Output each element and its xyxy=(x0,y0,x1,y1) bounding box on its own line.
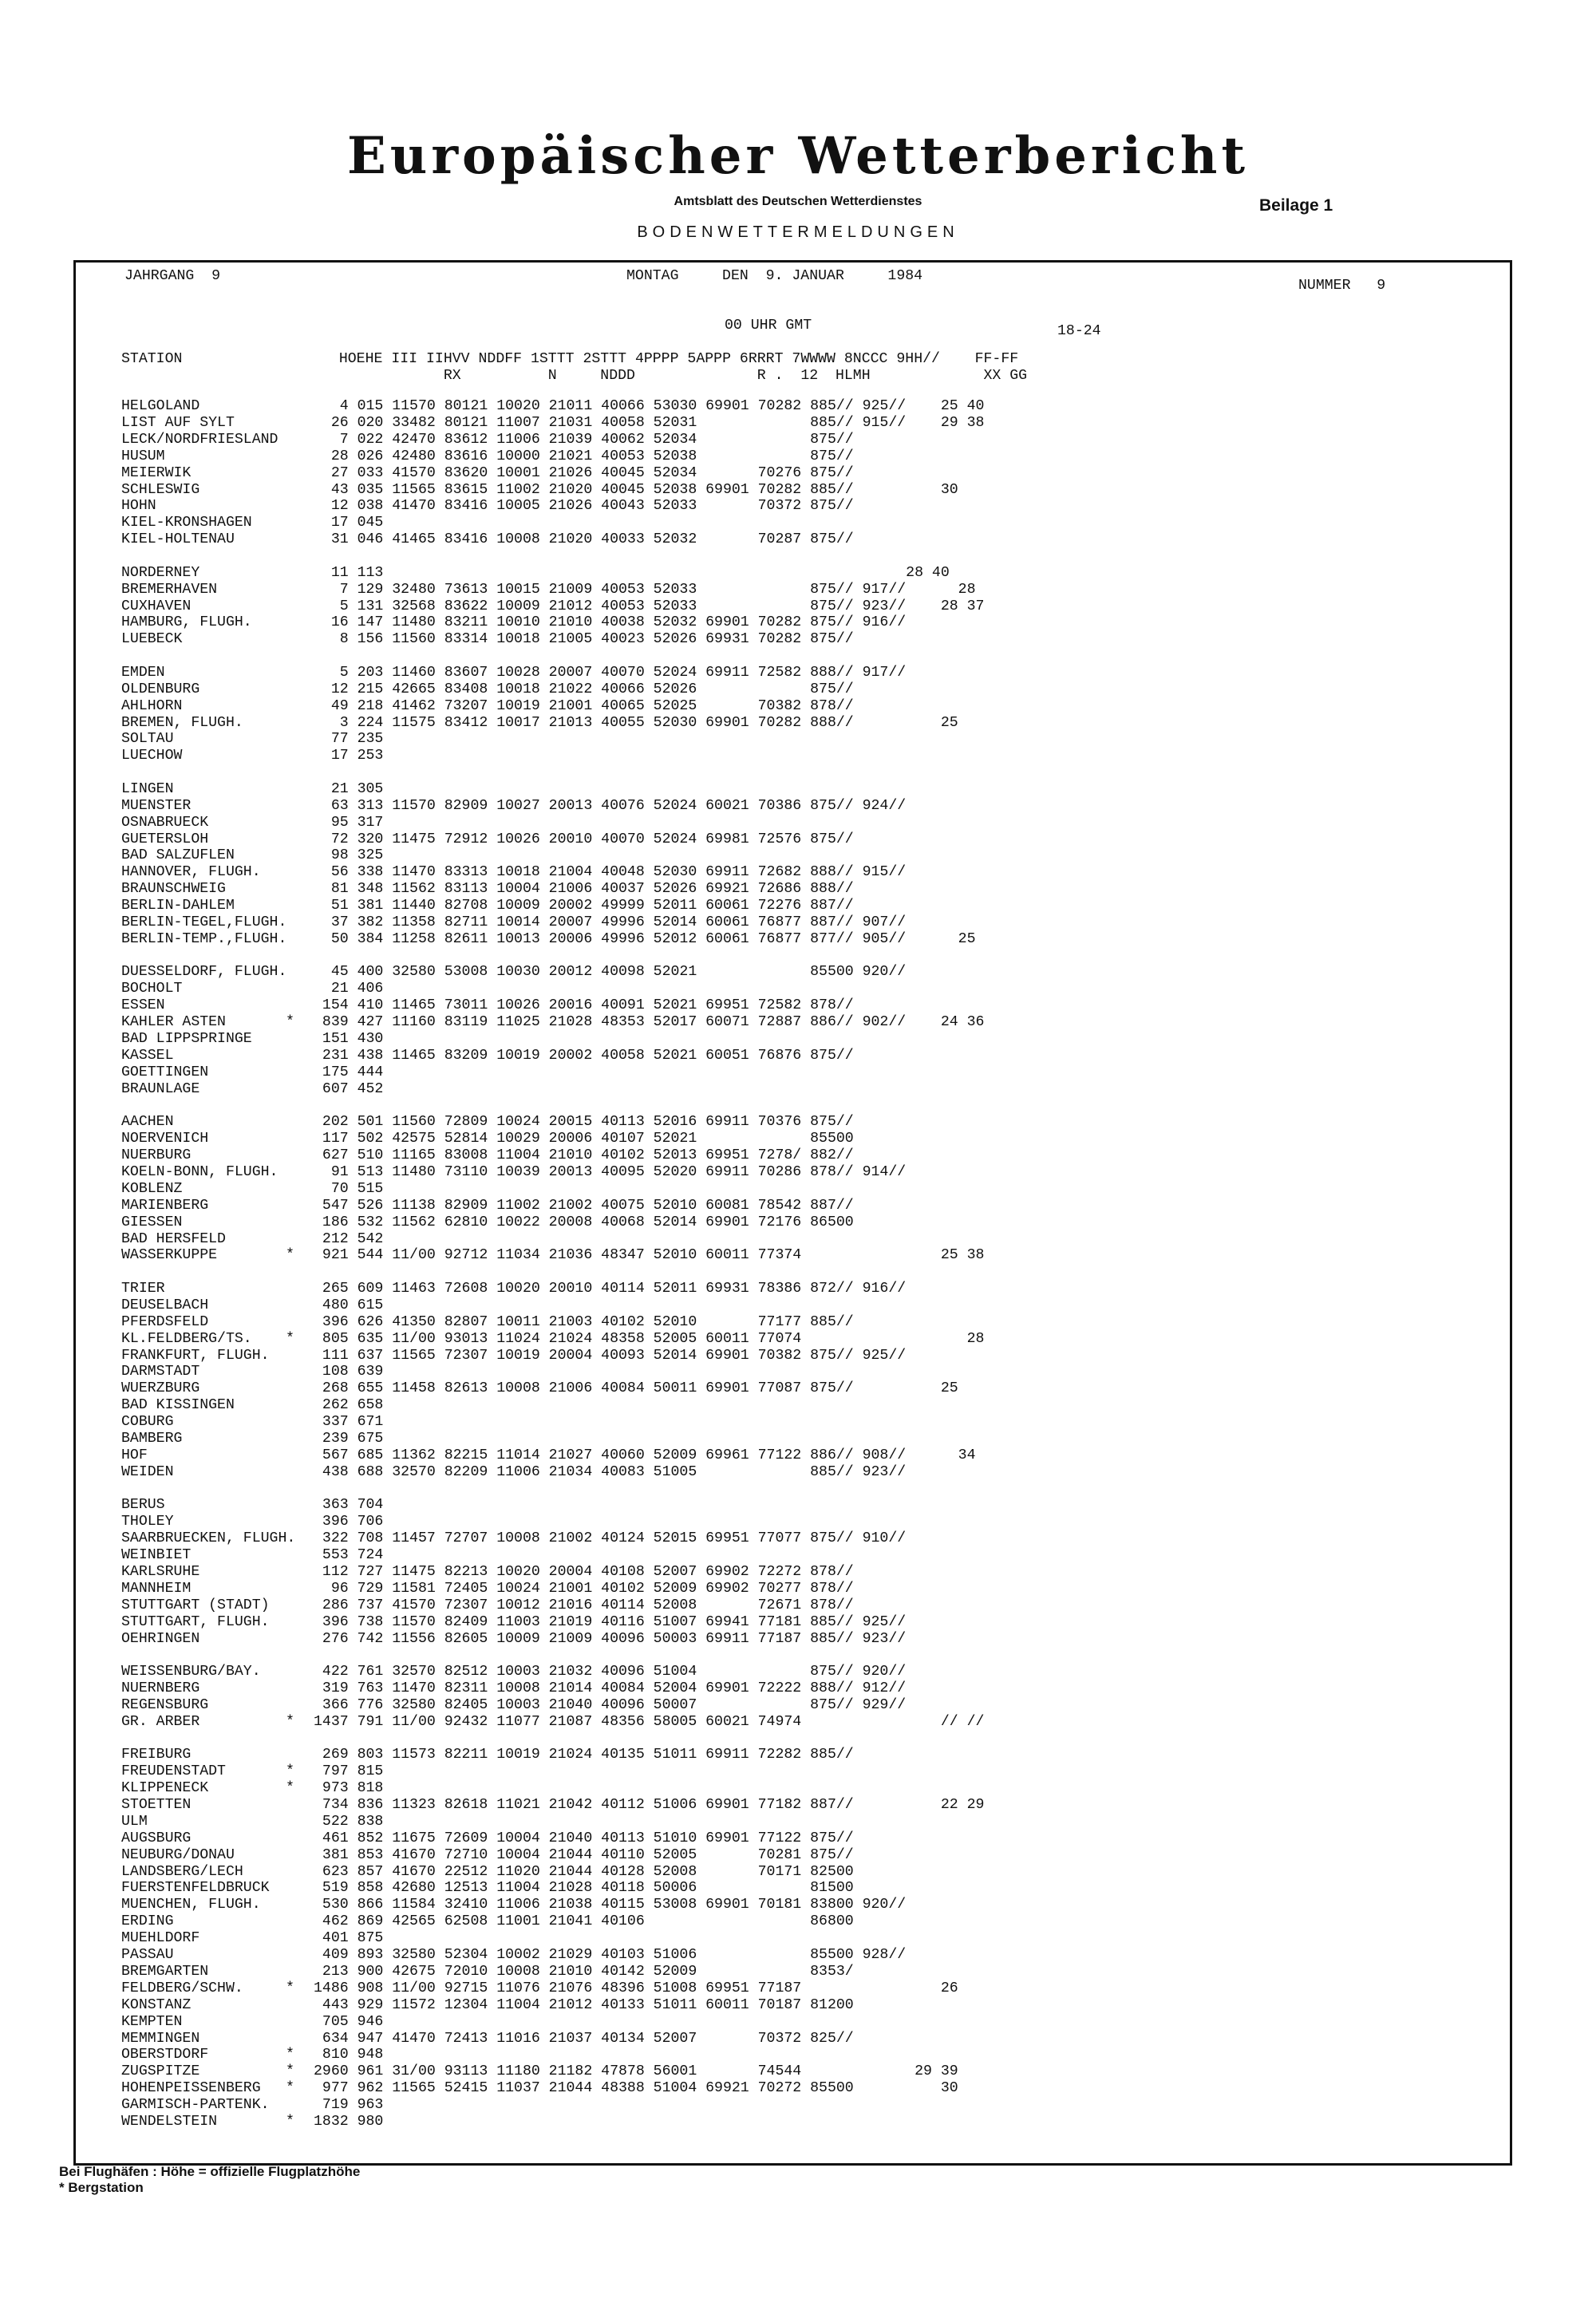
station-data: 50 384 11258 82611 10013 20006 49996 52012 60061 76877 877// 905// 25 xyxy=(314,930,976,947)
station-data: 1437 791 11/00 92432 11077 21087 48356 58005 60021 74974 // // xyxy=(314,1713,985,1730)
station-name: ZUGSPITZE xyxy=(121,2063,200,2080)
station-data: 705 946 xyxy=(314,2013,384,2030)
station-name: GUETERSLOH xyxy=(121,831,209,847)
column-header-2: RX N NDDD R . 12 HLMH XX GG xyxy=(121,368,1028,384)
station-data: 81 348 11562 83113 10004 21006 40037 52026 69921 72686 888// xyxy=(314,881,854,898)
station-data: 634 947 41470 72413 11016 21037 40134 52007 70372 825// xyxy=(314,2030,854,2047)
station-data: 27 033 41570 83620 10001 21026 40045 52034 70276 875// xyxy=(314,464,854,481)
station-name: TRIER xyxy=(121,1280,165,1297)
station-data: 337 671 xyxy=(314,1414,384,1431)
station-data: 462 869 42565 62508 11001 21041 40106 86800 xyxy=(314,1913,854,1930)
station-name: ULM xyxy=(121,1813,148,1830)
station-name: CUXHAVEN xyxy=(121,598,192,614)
station-data: 31 046 41465 83416 10008 21020 40033 52032 70287 875// xyxy=(314,531,854,548)
station-data: 26 020 33482 80121 11007 21031 40058 52031 885// 915// 29 38 xyxy=(314,414,985,431)
station-data: 95 317 xyxy=(314,814,384,831)
station-data: 96 729 11581 72405 10024 21001 40102 52009 69902 70277 878// xyxy=(314,1580,854,1597)
date-line: MONTAG DEN 9. JANUAR 1984 xyxy=(626,268,923,284)
time-label: 00 UHR GMT xyxy=(725,318,812,334)
mountain-station-marker: * xyxy=(286,2063,294,2080)
station-name: GIESSEN xyxy=(121,1214,183,1230)
station-name: EMDEN xyxy=(121,664,165,681)
station-data: 396 738 11570 82409 11003 21019 40116 51007 69941 77181 885// 925// xyxy=(314,1613,907,1630)
station-data: 422 761 32570 82512 10003 21032 40096 51004 875// 920// xyxy=(314,1664,907,1680)
station-data: 461 852 11675 72609 10004 21040 40113 51010 69901 77122 875// xyxy=(314,1830,854,1846)
station-name: LIST AUF SYLT xyxy=(121,414,235,431)
station-name: LUECHOW xyxy=(121,748,183,764)
mountain-station-marker: * xyxy=(286,1014,294,1031)
station-name: KLIPPENECK xyxy=(121,1780,209,1796)
station-name: BERUS xyxy=(121,1497,165,1514)
station-data: 567 685 11362 82215 11014 21027 40060 52009 69961 77122 886// 908// 34 xyxy=(314,1447,976,1463)
station-name: BERLIN-TEMP.,FLUGH. xyxy=(121,930,287,947)
mountain-station-marker: * xyxy=(286,1247,294,1264)
station-data: 401 875 xyxy=(314,1930,384,1947)
station-data: 21 305 xyxy=(314,780,384,797)
station-name: OLDENBURG xyxy=(121,681,200,697)
station-data: 438 688 32570 82209 11006 21034 40083 51005 885// 923// xyxy=(314,1463,907,1480)
station-data: 112 727 11475 82213 10020 20004 40108 52007 69902 72272 878// xyxy=(314,1563,854,1580)
station-name: PFERDSFELD xyxy=(121,1313,209,1330)
station-name: KEMPTEN xyxy=(121,2013,183,2030)
station-name: HELGOLAND xyxy=(121,398,200,414)
subtitle: Amtsblatt des Deutschen Wetterdienstes xyxy=(674,195,922,208)
mountain-station-marker: * xyxy=(286,1713,294,1730)
station-data: 530 866 11584 32410 11006 21038 40115 53008 69901 70181 83800 920// xyxy=(314,1897,907,1913)
station-name: OSNABRUECK xyxy=(121,814,209,831)
station-name: BOCHOLT xyxy=(121,981,183,997)
footnote-mountain: * Bergstation xyxy=(59,2180,144,2195)
station-data: 45 400 32580 53008 10030 20012 40098 52021 85500 920// xyxy=(314,964,907,981)
station-data: 810 948 xyxy=(314,2047,384,2063)
station-data: 973 818 xyxy=(314,1780,384,1796)
station-name: BREMGARTEN xyxy=(121,1963,209,1980)
station-data: 5 203 11460 83607 10028 20007 40070 52024 69911 72582 888// 917// xyxy=(314,664,907,681)
station-name: LUEBECK xyxy=(121,631,183,648)
station-name: WEIDEN xyxy=(121,1463,174,1480)
station-data: 154 410 11465 73011 10026 20016 40091 52021 69951 72582 878// xyxy=(314,997,854,1014)
station-name: AACHEN xyxy=(121,1114,174,1131)
station-data: 396 626 41350 82807 10011 21003 40102 52010 77177 885// xyxy=(314,1313,854,1330)
station-name: STOETTEN xyxy=(121,1796,192,1813)
station-data: 12 038 41470 83416 10005 21026 40043 52033 70372 875// xyxy=(314,498,854,515)
station-data: 17 253 xyxy=(314,748,384,764)
station-data: 49 218 41462 73207 10019 21001 40065 52025 70382 878// xyxy=(314,697,854,714)
footnote-airport: Bei Flughäfen : Höhe = offizielle Flugplatzhöhe xyxy=(59,2164,361,2179)
station-name: HOHENPEISSENBERG xyxy=(121,2080,261,2097)
station-name: BERLIN-TEGEL,FLUGH. xyxy=(121,914,287,930)
station-name: WENDELSTEIN xyxy=(121,2114,218,2130)
station-name: HOF xyxy=(121,1447,148,1463)
station-data: 409 893 32580 52304 10002 21029 40103 51006 85500 928// xyxy=(314,1947,907,1963)
station-name: DUESSELDORF, FLUGH. xyxy=(121,964,287,981)
station-data: 17 045 xyxy=(314,515,384,531)
station-data: 381 853 41670 72710 10004 21044 40110 52005 70281 875// xyxy=(314,1846,854,1863)
station-data: 2960 961 31/00 93113 11180 21182 47878 56001 74544 29 39 xyxy=(314,2063,958,2080)
station-name: BAMBERG xyxy=(121,1431,183,1447)
mountain-station-marker: * xyxy=(286,1330,294,1347)
station-data: 37 382 11358 82711 10014 20007 49996 52014 60061 76877 887// 907// xyxy=(314,914,907,930)
jahrgang: JAHRGANG 9 xyxy=(124,268,221,284)
mountain-station-marker: * xyxy=(286,2080,294,2097)
station-data: 265 609 11463 72608 10020 20010 40114 52011 69931 78386 872// 916// xyxy=(314,1280,907,1297)
station-name: HOHN xyxy=(121,498,156,515)
station-name: FREIBURG xyxy=(121,1747,192,1763)
station-name: LECK/NORDFRIESLAND xyxy=(121,431,279,448)
station-name: KARLSRUHE xyxy=(121,1563,200,1580)
station-name: BAD LIPPSPRINGE xyxy=(121,1031,252,1047)
station-data: 186 532 11562 62810 10022 20008 40068 52014 69901 72176 86500 xyxy=(314,1214,854,1230)
station-data: 623 857 41670 22512 11020 21044 40128 52008 70171 82500 xyxy=(314,1863,854,1880)
station-data: 213 900 42675 72010 10008 21010 40142 52009 8353/ xyxy=(314,1963,854,1980)
station-data: 547 526 11138 82909 11002 21002 40075 52010 60081 78542 887// xyxy=(314,1197,854,1214)
station-data: 16 147 11480 83211 10010 21010 40038 52032 69901 70282 875// 916// xyxy=(314,614,907,631)
station-data: 231 438 11465 83209 10019 20002 40058 52021 60051 76876 875// xyxy=(314,1047,854,1064)
station-data: 3 224 11575 83412 10017 21013 40055 52030 69901 70282 888// 25 xyxy=(314,714,958,731)
station-data: 553 724 xyxy=(314,1547,384,1563)
station-name: SOLTAU xyxy=(121,731,174,748)
station-data: 1486 908 11/00 92715 11076 21076 48396 51008 69951 77187 26 xyxy=(314,1980,958,1996)
station-data: 607 452 xyxy=(314,1080,384,1097)
station-data: 63 313 11570 82909 10027 20013 40076 52024 60021 70386 875// 924// xyxy=(314,797,907,814)
station-name: NUERNBERG xyxy=(121,1680,200,1696)
period-label: 18-24 xyxy=(1057,323,1101,339)
station-name: GOETTINGEN xyxy=(121,1064,209,1080)
station-data: 202 501 11560 72809 10024 20015 40113 52016 69911 70376 875// xyxy=(314,1114,854,1131)
station-data: 7 022 42470 83612 11006 21039 40062 52034 875// xyxy=(314,431,854,448)
station-data: 98 325 xyxy=(314,847,384,864)
station-data: 11 113 28 40 xyxy=(314,564,950,581)
mountain-station-marker: * xyxy=(286,1780,294,1796)
station-data: 239 675 xyxy=(314,1431,384,1447)
station-name: MEMMINGEN xyxy=(121,2030,200,2047)
station-data: 117 502 42575 52814 10029 20006 40107 52021 85500 xyxy=(314,1131,854,1147)
station-name: BREMEN, FLUGH. xyxy=(121,714,243,731)
station-name: THOLEY xyxy=(121,1514,174,1530)
station-data: 719 963 xyxy=(314,2097,384,2114)
station-name: MEIERWIK xyxy=(121,464,192,481)
mountain-station-marker: * xyxy=(286,2047,294,2063)
station-data: 43 035 11565 83615 11002 21020 40045 52038 69901 70282 885// 30 xyxy=(314,481,958,498)
station-name: FUERSTENFELDBRUCK xyxy=(121,1880,270,1897)
station-data: 519 858 42680 12513 11004 21028 40118 50006 81500 xyxy=(314,1880,854,1897)
station-data: 443 929 11572 12304 11004 21012 40133 51011 60011 70187 81200 xyxy=(314,1996,854,2013)
station-name: WUERZBURG xyxy=(121,1380,200,1397)
station-data: 21 406 xyxy=(314,981,384,997)
station-data: 212 542 xyxy=(314,1230,384,1247)
station-data: 5 131 32568 83622 10009 21012 40053 52033 875// 923// 28 37 xyxy=(314,598,985,614)
station-data: 268 655 11458 82613 10008 21006 40084 50011 69901 77087 875// 25 xyxy=(314,1380,958,1397)
station-name: GR. ARBER xyxy=(121,1713,200,1730)
station-name: HUSUM xyxy=(121,448,165,464)
station-name: NORDERNEY xyxy=(121,564,200,581)
station-name: OEHRINGEN xyxy=(121,1630,200,1647)
station-name: HAMBURG, FLUGH. xyxy=(121,614,252,631)
station-name: KIEL-HOLTENAU xyxy=(121,531,235,548)
station-name: KONSTANZ xyxy=(121,1996,192,2013)
station-name: OBERSTDORF xyxy=(121,2047,209,2063)
station-name: STUTTGART (STADT) xyxy=(121,1597,270,1613)
station-data: 12 215 42665 83408 10018 21022 40066 52026 875// xyxy=(314,681,854,697)
station-name: ERDING xyxy=(121,1913,174,1930)
station-name: KOELN-BONN, FLUGH. xyxy=(121,1163,279,1180)
station-name: KAHLER ASTEN xyxy=(121,1014,226,1031)
station-name: DARMSTADT xyxy=(121,1364,200,1380)
station-name: HANNOVER, FLUGH. xyxy=(121,864,261,881)
station-name: ESSEN xyxy=(121,997,165,1014)
station-data: 734 836 11323 82618 11021 21042 40112 51006 69901 77182 887// 22 29 xyxy=(314,1796,985,1813)
station-data: 4 015 11570 80121 10020 21011 40066 53030 69901 70282 885// 925// 25 40 xyxy=(314,398,985,414)
station-data: 921 544 11/00 92712 11034 21036 48347 52010 60011 77374 25 38 xyxy=(314,1247,985,1264)
station-data: 8 156 11560 83314 10018 21005 40023 52026 69931 70282 875// xyxy=(314,631,854,648)
station-name: BAD KISSINGEN xyxy=(121,1397,235,1414)
station-name: KL.FELDBERG/TS. xyxy=(121,1330,252,1347)
station-name: FELDBERG/SCHW. xyxy=(121,1980,243,1996)
station-name: LINGEN xyxy=(121,780,174,797)
station-name: WEISSENBURG/BAY. xyxy=(121,1664,261,1680)
station-data: 108 639 xyxy=(314,1364,384,1380)
station-data: 175 444 xyxy=(314,1064,384,1080)
station-name: AHLHORN xyxy=(121,697,183,714)
station-name: FRANKFURT, FLUGH. xyxy=(121,1347,270,1364)
station-data: 480 615 xyxy=(314,1297,384,1313)
station-data: 51 381 11440 82708 10009 20002 49999 52011 60061 72276 887// xyxy=(314,898,854,914)
station-name: MUENCHEN, FLUGH. xyxy=(121,1897,261,1913)
station-name: KOBLENZ xyxy=(121,1180,183,1197)
station-data: 319 763 11470 82311 10008 21014 40084 52004 69901 72222 888// 912// xyxy=(314,1680,907,1696)
station-data: 322 708 11457 72707 10008 21002 40124 52015 69951 77077 875// 910// xyxy=(314,1530,907,1547)
station-name: BRAUNLAGE xyxy=(121,1080,200,1097)
station-name: NEUBURG/DONAU xyxy=(121,1846,235,1863)
station-data: 77 235 xyxy=(314,731,384,748)
station-name: FREUDENSTADT xyxy=(121,1763,226,1780)
station-data: 363 704 xyxy=(314,1497,384,1514)
mountain-station-marker: * xyxy=(286,2114,294,2130)
station-data: 262 658 xyxy=(314,1397,384,1414)
station-data: 286 737 41570 72307 10012 21016 40114 52008 72671 878// xyxy=(314,1597,854,1613)
station-name: WASSERKUPPE xyxy=(121,1247,218,1264)
station-name: BREMERHAVEN xyxy=(121,581,218,598)
column-header-1: STATION HOEHE III IIHVV NDDFF 1STTT 2STTT 4PPPP 5APPP 6RRRT 7WWWW 8NCCC 9HH// FF-FF xyxy=(121,351,1019,367)
station-data: 56 338 11470 83313 10018 21004 40048 52030 69911 72682 888// 915// xyxy=(314,864,907,881)
section-title: BODENWETTERMELDUNGEN xyxy=(637,223,959,241)
station-name: NUERBURG xyxy=(121,1147,192,1163)
station-name: KIEL-KRONSHAGEN xyxy=(121,515,252,531)
station-name: SAARBRUECKEN, FLUGH. xyxy=(121,1530,296,1547)
station-data: 396 706 xyxy=(314,1514,384,1530)
mountain-station-marker: * xyxy=(286,1980,294,1996)
station-data: 627 510 11165 83008 11004 21010 40102 52013 69951 7278/ 882// xyxy=(314,1147,854,1163)
station-name: MARIENBERG xyxy=(121,1197,209,1214)
beilage-label: Beilage 1 xyxy=(1259,196,1333,215)
station-data: 839 427 11160 83119 11025 21028 48353 52017 60071 72887 886// 902// 24 36 xyxy=(314,1014,985,1031)
station-name: BAD SALZUFLEN xyxy=(121,847,235,864)
station-name: COBURG xyxy=(121,1414,174,1431)
station-name: BERLIN-DAHLEM xyxy=(121,898,235,914)
station-data: 522 838 xyxy=(314,1813,384,1830)
station-name: WEINBIET xyxy=(121,1547,192,1563)
station-name: LANDSBERG/LECH xyxy=(121,1863,243,1880)
station-name: DEUSELBACH xyxy=(121,1297,209,1313)
station-data: 91 513 11480 73110 10039 20013 40095 52020 69911 70286 878// 914// xyxy=(314,1163,907,1180)
title: Europäischer Wetterbericht xyxy=(347,126,1249,186)
station-name: MUENSTER xyxy=(121,797,192,814)
station-data: 269 803 11573 82211 10019 21024 40135 51011 69911 72282 885// xyxy=(314,1747,854,1763)
station-name: GARMISCH-PARTENK. xyxy=(121,2097,270,2114)
station-name: STUTTGART, FLUGH. xyxy=(121,1613,270,1630)
station-data: 977 962 11565 52415 11037 21044 48388 51004 69921 70272 85500 30 xyxy=(314,2080,958,2097)
station-name: BAD HERSFELD xyxy=(121,1230,226,1247)
station-name: NOERVENICH xyxy=(121,1131,209,1147)
station-data: 1832 980 xyxy=(314,2114,384,2130)
station-data: 151 430 xyxy=(314,1031,384,1047)
station-name: BRAUNSCHWEIG xyxy=(121,881,226,898)
station-name: MANNHEIM xyxy=(121,1580,192,1597)
station-name: REGENSBURG xyxy=(121,1696,209,1713)
station-data: 70 515 xyxy=(314,1180,384,1197)
station-data: 7 129 32480 73613 10015 21009 40053 52033 875// 917// 28 xyxy=(314,581,976,598)
station-data: 805 635 11/00 93013 11024 21024 48358 52005 60011 77074 28 xyxy=(314,1330,985,1347)
station-data: 28 026 42480 83616 10000 21021 40053 52038 875// xyxy=(314,448,854,464)
station-data: 797 815 xyxy=(314,1763,384,1780)
station-name: KASSEL xyxy=(121,1047,174,1064)
station-data: 111 637 11565 72307 10019 20004 40093 52014 69901 70382 875// 925// xyxy=(314,1347,907,1364)
station-name: PASSAU xyxy=(121,1947,174,1963)
mountain-station-marker: * xyxy=(286,1763,294,1780)
station-name: MUEHLDORF xyxy=(121,1930,200,1947)
station-data: 72 320 11475 72912 10026 20010 40070 52024 69981 72576 875// xyxy=(314,831,854,847)
station-name: AUGSBURG xyxy=(121,1830,192,1846)
station-data: 276 742 11556 82605 10009 21009 40096 50003 69911 77187 885// 923// xyxy=(314,1630,907,1647)
station-name: SCHLESWIG xyxy=(121,481,200,498)
station-data: 366 776 32580 82405 10003 21040 40096 50007 875// 929// xyxy=(314,1696,907,1713)
nummer: NUMMER 9 xyxy=(1298,278,1386,294)
